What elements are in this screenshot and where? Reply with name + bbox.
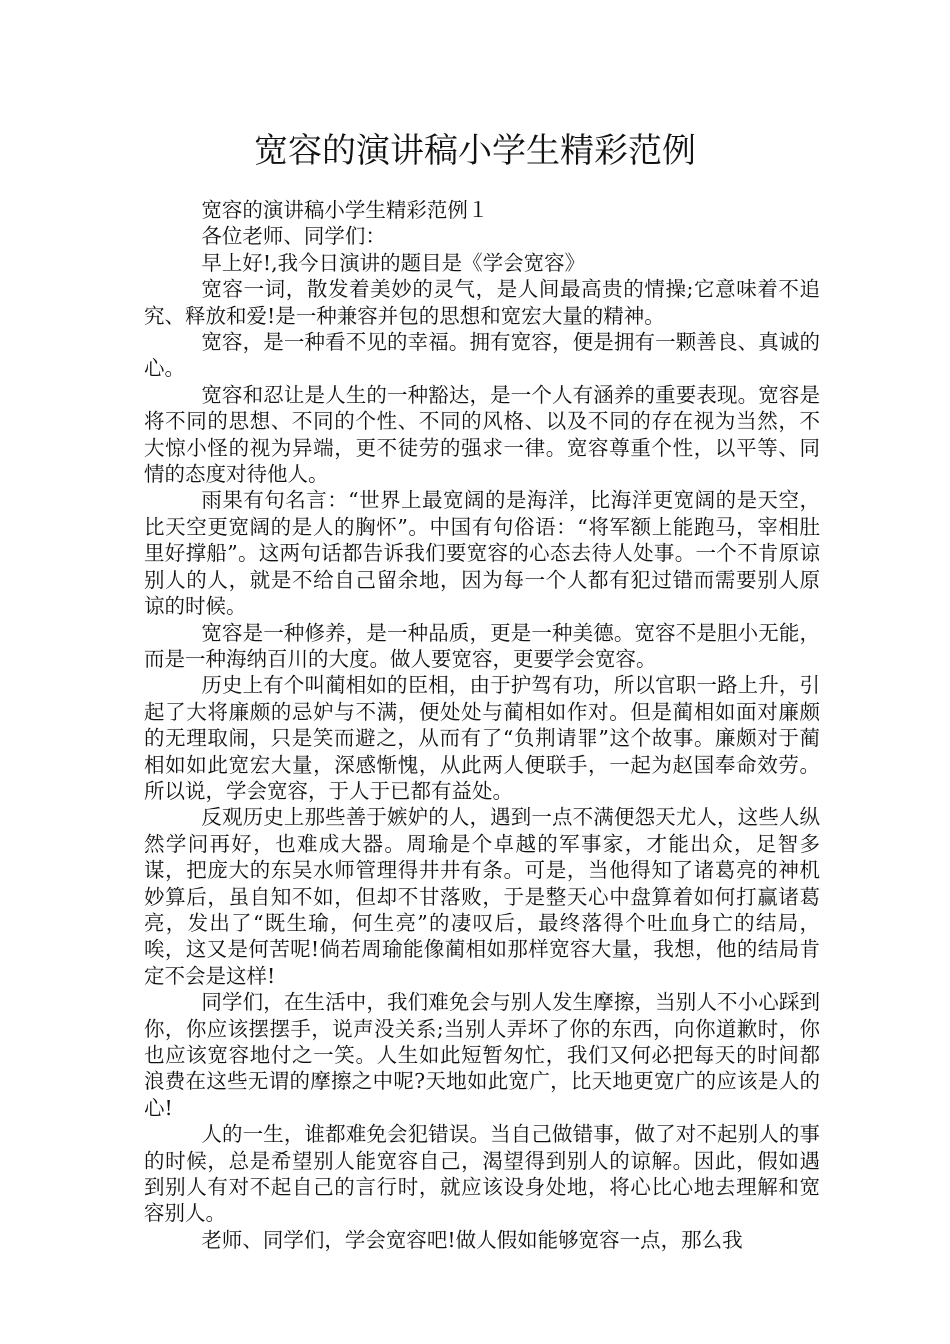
paragraph: 宽容的演讲稿小学生精彩范例１ [201, 198, 489, 222]
paragraph: 人的一生，谁都难免会犯错误。当自己做错事，做了对不起别人的事的时候，总是希望别人能宽容自己，渴望得到别人的谅解。因此，假如遇到别人有对不起自己的言行时，就应该设身处地，将心比心地去理解和宽容别人。 [144, 1122, 820, 1226]
paragraph: 早上好!,我今日演讲的题目是《学会宽容》 [201, 250, 586, 275]
paragraph: 宽容一词，散发着美妙的灵气，是人间最高贵的情操;它意味着不追究、释放和爱!是一种兼容并包的思想和宽宏大量的精神。 [144, 277, 820, 328]
document-title: 宽容的演讲稿小学生精彩范例 [254, 131, 696, 171]
paragraph: 反观历史上那些善于嫉妒的人，遇到一点不满便怨天尤人，这些人纵然学问再好，也难成大器。周瑜是个卓越的军事家，才能出众，足智多谋，把庞大的东吴水师管理得井井有条。可是，当他得知了诸葛亮的神机妙算后，虽自知不如，但却不甘落败，于是整天心中盘算着如何打赢诸葛亮，发出了“既生瑜，何生亮”的凄叹后，最终落得个吐血身亡的结局，唉，这又是何苦呢!倘若周瑜能像蔺相如那样宽容大量，我想，他的结局肯定不会是这样! [144, 805, 820, 988]
paragraph: 宽容是一种修养，是一种品质，更是一种美德。宽容不是胆小无能，而是一种海纳百川的大度。做人要宽容，更要学会宽容。 [144, 620, 820, 671]
paragraph: 宽容和忍让是人生的一种豁达，是一个人有涵养的重要表现。宽容是将不同的思想、不同的个性、不同的风格、以及不同的存在视为当然，不大惊小怪的视为异端，更不徒劳的强求一律。宽容尊重个性，以平等、同情的态度对待他人。 [144, 382, 820, 487]
paragraph: 各位老师、同学们： [201, 224, 386, 249]
paragraph: 历史上有个叫蔺相如的臣相，由于护驾有功，所以官职一路上升，引起了大将廉颇的忌妒与不满，便处处与蔺相如作对。但是蔺相如面对廉颇的无理取闹，只是笑而避之，从而有了“负荆请罪”这个故事。廉颇对于蔺相如如此宽宏大量，深感惭愧，从此两人便联手，一起为赵国奉命效劳。所以说，学会宽容，于人于已都有益处。 [144, 673, 820, 803]
document-body [144, 197, 820, 1253]
paragraph: 同学们，在生活中，我们难免会与别人发生摩擦，当别人不小心踩到你，你应该摆摆手，说声没关系;当别人弄坏了你的东西，向你道歉时，你也应该宽容地付之一笑。人生如此短暂匆忙，我们又何必把每天的时间都浪费在这些无谓的摩擦之中呢?天地如此宽广，比天地更宽广的应该是人的心! [144, 990, 820, 1120]
paragraph: 宽容，是一种看不见的幸福。拥有宽容，便是拥有一颗善良、真诚的心。 [144, 330, 820, 381]
paragraph: 雨果有句名言：“世界上最宽阔的是海洋，比海洋更宽阔的是天空，比天空更宽阔的是人的胸怀”。中国有句俗语：“将军额上能跑马，宰相肚里好撑船”。这两句话都告诉我们要宽容的心态去待人处事。一个不肯原谅别人的人，就是不给自己留余地，因为每一个人都有犯过错而需要别人原谅的时候。 [144, 488, 820, 619]
paragraph: 老师、同学们，学会宽容吧!做人假如能够宽容一点，那么我 [201, 1227, 743, 1252]
